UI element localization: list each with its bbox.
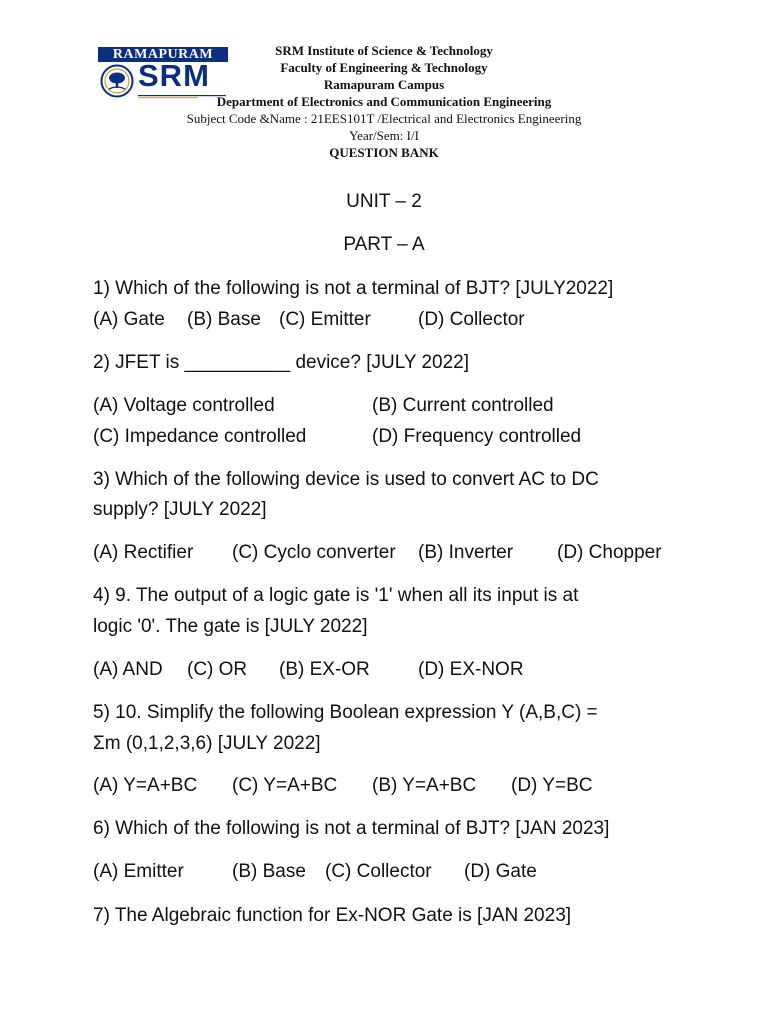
q1-option-d: (D) Collector: [418, 309, 525, 330]
unit-heading: UNIT – 2: [346, 191, 422, 212]
q6-option-a: (A) Emitter: [93, 861, 184, 882]
question-4-text-line-2: logic '0'. The gate is [JULY 2022]: [93, 616, 368, 637]
question-4-text-line-1: 4) 9. The output of a logic gate is '1' when all its input is at: [93, 585, 579, 606]
q6-option-c: (C) Collector: [325, 861, 432, 882]
q1-option-a: (A) Gate: [93, 309, 165, 330]
question-6-text: 6) Which of the following is not a terminal of BJT? [JAN 2023]: [93, 818, 610, 839]
q2-option-a: (A) Voltage controlled: [93, 395, 275, 416]
question-7-text: 7) The Algebraic function for Ex-NOR Gate is [JAN 2023]: [93, 905, 572, 926]
question-2-text: 2) JFET is __________ device? [JULY 2022]: [93, 352, 470, 373]
q3-option-d: (D) Chopper: [557, 542, 662, 563]
q4-option-d: (D) EX-NOR: [418, 659, 524, 680]
q5-option-d: (D) Y=BC: [511, 775, 593, 796]
q1-option-c: (C) Emitter: [279, 309, 371, 330]
q5-option-b: (B) Y=A+BC: [372, 775, 477, 796]
q2-option-b: (B) Current controlled: [372, 395, 554, 416]
q2-option-d: (D) Frequency controlled: [372, 426, 582, 447]
question-5-text-line-1: 5) 10. Simplify the following Boolean expression Y (A,B,C) =: [93, 702, 598, 723]
logo-band: RAMAPURAM: [98, 47, 228, 62]
institute-name: SRM Institute of Science & Technology: [275, 43, 493, 58]
q4-option-b: (B) EX-OR: [279, 659, 370, 680]
question-1-text: 1) Which of the following is not a terminal of BJT? [JULY2022]: [93, 278, 614, 299]
q6-option-d: (D) Gate: [464, 861, 537, 882]
q6-option-b: (B) Base: [232, 861, 306, 882]
doc-type-title: QUESTION BANK: [329, 145, 439, 160]
campus-name: Ramapuram Campus: [323, 77, 445, 92]
year-sem-line: Year/Sem: I/I: [349, 128, 419, 143]
part-heading: PART – A: [343, 234, 425, 255]
question-3-text-line-2: supply? [JULY 2022]: [93, 499, 267, 520]
q3-option-c: (C) Cyclo converter: [232, 542, 396, 563]
q3-option-b: (B) Inverter: [418, 542, 514, 563]
q3-option-a: (A) Rectifier: [93, 542, 194, 563]
q4-option-a: (A) AND: [93, 659, 163, 680]
q2-option-c: (C) Impedance controlled: [93, 426, 307, 447]
question-3-text-line-1: 3) Which of the following device is used to convert AC to DC: [93, 469, 599, 490]
q4-option-c: (C) OR: [187, 659, 248, 680]
q5-option-c: (C) Y=A+BC: [232, 775, 338, 796]
department-name: Department of Electronics and Communication Engineering: [216, 94, 552, 109]
logo-brand: SRM: [138, 58, 210, 93]
q1-option-b: (B) Base: [187, 309, 261, 330]
subject-line: Subject Code &Name : 21EES101T /Electrical and Electronics Engineering: [186, 111, 582, 126]
q5-option-a: (A) Y=A+BC: [93, 775, 198, 796]
question-5-text-line-2: Σm (0,1,2,3,6) [JULY 2022]: [93, 733, 321, 754]
faculty-name: Faculty of Engineering & Technology: [280, 60, 488, 75]
